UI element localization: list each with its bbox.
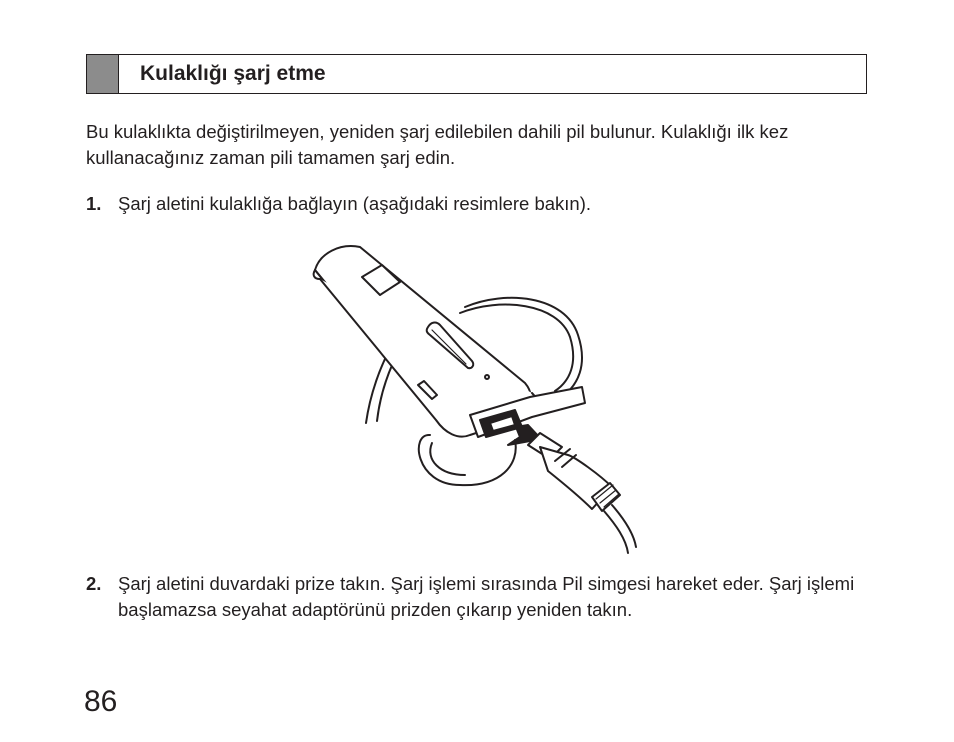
step-number: 1. xyxy=(86,193,102,214)
section-header xyxy=(86,54,867,94)
section-marker xyxy=(87,55,119,93)
section-title: Kulaklığı şarj etme xyxy=(140,62,326,85)
step-text: Şarj aletini kulaklığa bağlayın (aşağıdaki resimlere bakın). xyxy=(118,193,592,214)
step-1 xyxy=(86,191,876,217)
headset-charging-illustration xyxy=(300,235,650,555)
usb-plug-icon xyxy=(528,433,620,511)
page-number: 86 xyxy=(84,685,118,718)
earbud-icon xyxy=(419,435,516,485)
intro-paragraph: Bu kulaklıkta değiştirilmeyen, yeniden şarj edilebilen dahili pil bulunur. Kulaklığı ilk kez kullanacağınız zaman pili tamamen şarj edin. xyxy=(86,121,789,168)
step-2 xyxy=(86,571,856,623)
cable-icon xyxy=(604,505,636,553)
step-text: Şarj aletini duvardaki prize takın. Şarj işlemi sırasında Pil simgesi hareket eder. Şarj işlemi başlamazsa seyahat adaptörünü prizden çıkarıp yeniden takın. xyxy=(118,573,855,620)
step-number: 2. xyxy=(86,573,102,594)
